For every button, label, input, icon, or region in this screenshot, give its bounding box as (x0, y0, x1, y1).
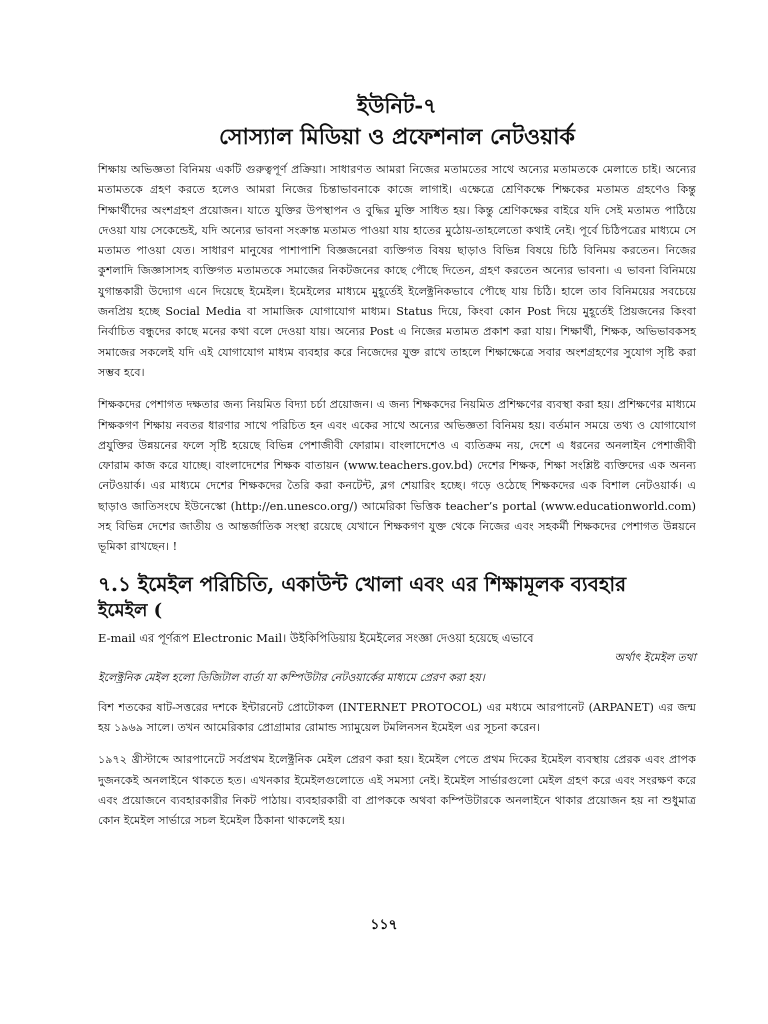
email-definition: ইলেক্ট্রনিক মেইল হলো ডিজিটাল বার্তা যা কম্পিউটার নেটওয়ার্কের মাধ্যমে প্রেরণ করা হয়। (98, 670, 485, 684)
teachers-network-paragraph: শিক্ষকদের পেশাগত দক্ষতার জন্য নিয়মিত বিদ্যা চর্চা প্রয়োজন। এ জন্য শিক্ষকদের নিয়মিত প্রশিক্ষণের ব্যবস্থা করা হয়। প্রশিক্ষণের মাধ্যমে শিক্ষকগণ শিক্ষায় নবতর ধারণার সাথে পরিচিত হন এবং একের সাথে অন্যের অভিজ্ঞতা বিনিময় হয়। বর্তমান সময়ে তথ্য ও যোগাযোগ প্রযুক্তির উন্নয়নের ফলে সৃষ্টি হয়েছে বিভিন্ন পেশাজীবী ফোরাম। বাংলাদেশেও এ ব্যতিক্রম নয়, দেশে এ ধরনের অনলাইন পেশাজীবী ফোরাম কাজ করে যাচ্ছে। বাংলাদেশের শিক্ষক বাতায়ন (www.teachers.gov.bd) দেশের শিক্ষক, শিক্ষা সংশ্লিষ্ট ব্যক্তিদের এক অনন্য নেটওয়ার্ক। এর মাধ্যমে দেশের শিক্ষকদের তৈরি করা কনটেন্ট, ব্লগ শেয়ারিং হচ্ছে। গড়ে ওঠেছে শিক্ষকদের এক বিশাল নেটওয়ার্ক। এ ছাড়াও জাতিসংঘে ইউনেস্কো (http://en.unesco.org/) আমেরিকা ভিত্তিক teacher’s portal (www.educationworld.com) সহ বিভিন্ন দেশের জাতীয় ও আন্তর্জাতিক সংস্থা রয়েছে যেখানে শিক্ষকগণ যুক্ত থেকে নিজের এবং সহকর্মী শিক্ষকদের পেশাগত উন্নয়নে ভূমিকা রাখছেন। ! (98, 398, 696, 554)
history-paragraph-1: বিশ শতকের ষাট-সত্তরের দশকে ইন্টারনেট প্রোটোকল (INTERNET PROTOCOL) এর মধ্যমে আরপানেট (ARPANET) এর জন্ম হয় ১৯৬৯ সালে। তখন আমেরিকার প্রোগ্রামার রোমান্ড স্যামুয়েল টমলিনসন ইমেইল এর সূচনা করেন। (98, 700, 696, 734)
email-right-line: অর্থাৎ ইমেইল তথা (614, 650, 696, 664)
page-number: ১১৭ (370, 917, 398, 933)
unit-title: ইউনিট-৭ (357, 93, 437, 118)
section-heading: ৭.১ ইমেইল পরিচিতি, একাউন্ট খোলা এবং এর শিক্ষামূলক ব্যবহার (98, 571, 627, 596)
intro-paragraph: শিক্ষায় অভিজ্ঞতা বিনিময় একটি গুরুত্বপূর্ণ প্রক্রিয়া। সাধারণত আমরা নিজের মতামতের সাথে অন্যের মতামতকে মেলাতে চাই। অন্যের মতামতকে গ্রহণ করতে হলেও আমরা নিজের চিন্তাভাবনাকে কাজে লাগাই। এক্ষেত্রে শ্রেণিকক্ষে শিক্ষকের মতামত গ্রহণেও কিন্তু শিক্ষার্থীদের অংশগ্রহণ প্রয়োজন। যাতে যুক্তির উপস্থাপন ও বুদ্ধির মুক্তি সাধিত হয়। কিন্তু শ্রেণিকক্ষের বাইরে যদি সেই মতামত পাঠিয়ে দেওয়া যায় সেকেন্ডেই, যদি অন্যের ভাবনা সংক্রান্ত মতামত পাওয়া যায় হাতের মুঠোয়-তাহলেতো কথাই নেই। পূর্বে চিঠিপত্রের মাধ্যমে সে মতামত পাওয়া যেত। সাধারণ মানুষের পাশাপাশি বিজ্ঞজনেরা ব্যক্তিগত বিষয় ছাড়াও বিভিন্ন বিষয়ে চিঠি বিনিময় করতেন। নিজের কুশলাদি জিজ্ঞাসাসহ ব্যক্তিগত মতামতকে সমাজের নিকটজনের কাছে পৌছে দিতেন, গ্রহণ করতেন অন্যের ভাবনা। এ ভাবনা বিনিময়ে যুগান্তকারী উদ্যোগ এনে দিয়েছে ইমেইল। ইমেইলের মাধ্যমে মুহূর্তেই ইলেক্ট্রনিকভাবে পৌছে যায় চিঠি। হালে তাব বিনিময়ের সবচেয়ে জনপ্রিয় হচ্ছে Social Media বা সামাজিক যোগাযোগ মাধ্যম। Status দিয়ে, কিংবা কোন Post দিয়ে মুহূর্তেই প্রিয়জনের কিংবা নির্বাচিত বন্ধুদের কাছে মনের কথা বলে দেওয়া যায়। অন্যের Post এ নিজের মতামত প্রকাশ করা যায়। শিক্ষার্থী, শিক্ষক, অভিভাবকসহ সমাজের সকলেই যদি এই যোগাযোগ মাধ্যম ব্যবহার করে নিজেদের যুক্ত রাখে তাহলে শিক্ষাক্ষেত্রে সবার অংশগ্রহণের সুযোগ সৃষ্টি করা সম্ভব হবে। (98, 163, 696, 379)
chapter-title: সোস্যাল মিডিয়া ও প্রফেশনাল নেটওয়ার্ক (219, 124, 575, 150)
history-paragraph-2: ১৯৭২ খ্রীস্টাব্দে আরপানেটে সর্বপ্রথম ইলেক্ট্রনিক মেইল প্রেরণ করা হয়। ইমেইল পেতে প্রথম দিকের ইমেইল ব্যবস্থায় প্রেরক এবং প্রাপক দুজনকেই অনলাইনে থাকতে হত। এখনকার ইমেইলগুলোতে এই সমস্যা নেই। ইমেইল সার্ভারগুলো মেইল গ্রহণ করে এবং সংরক্ষণ করে এবং প্রয়োজনে ব্যবহারকারীর নিকট পাঠায়। ব্যবহারকারী বা প্রাপককে অথবা কম্পিউটারকে অনলাইনে থাকার প্রয়োজন হয় না শুধুমাত্র কোন ইমেইল সার্ভারে সচল ইমেইল ঠিকানা থাকলেই হয়। (98, 753, 696, 828)
email-sub-heading: ইমেইল ( (98, 599, 163, 621)
email-intro-line: E-mail এর পূর্ণরূপ Electronic Mail। উইকিপিডিয়ায় ইমেইলের সংজ্ঞা দেওয়া হয়েছে এভাবে (98, 630, 534, 645)
